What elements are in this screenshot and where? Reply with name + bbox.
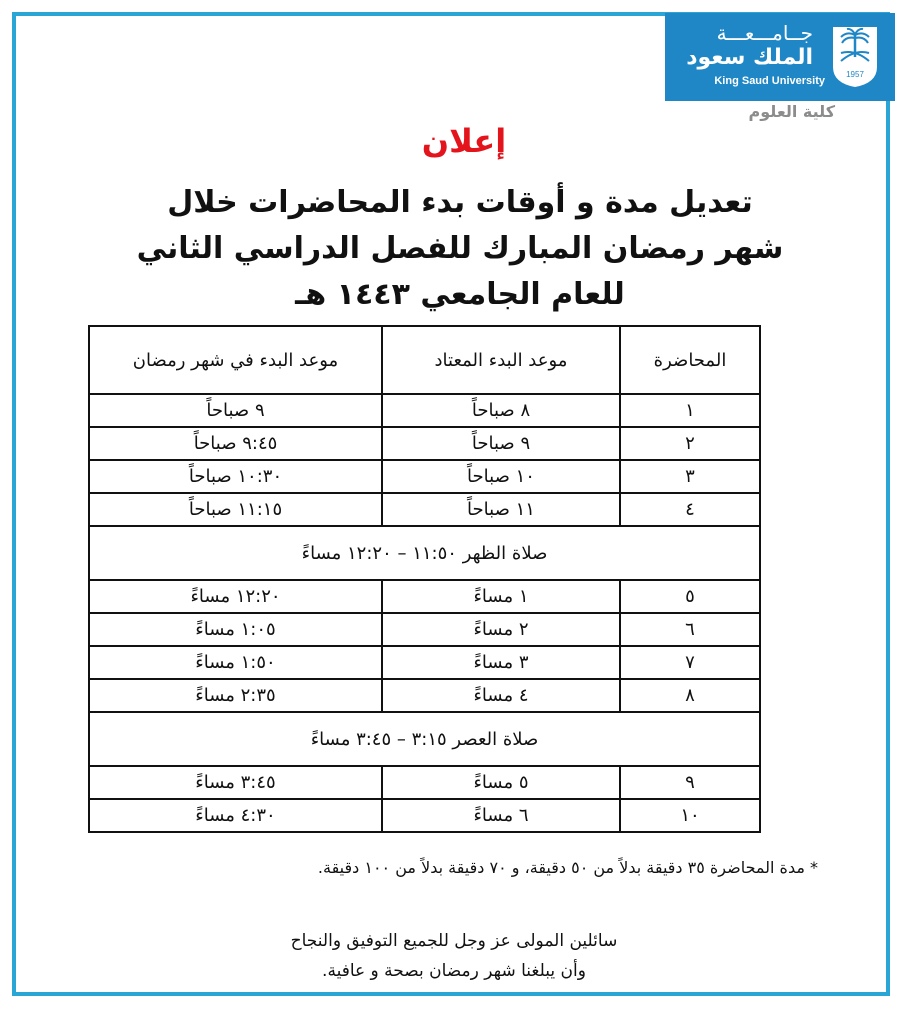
usual-time: ٩ صباحاً	[382, 427, 620, 460]
lecture-number: ٦	[620, 613, 760, 646]
table-row	[89, 427, 760, 460]
usual-time: ٣ مساءً	[382, 646, 620, 679]
usual-time: ٥ مساءً	[382, 766, 620, 799]
table-row	[89, 460, 760, 493]
usual-time: ٤ مساءً	[382, 679, 620, 712]
header-lecture: المحاضرة	[620, 326, 760, 394]
table-row	[89, 493, 760, 526]
logo-english: King Saud University	[714, 75, 825, 87]
ramadan-time: ١٢:٢٠ مساءً	[89, 580, 382, 613]
lecture-number: ٩	[620, 766, 760, 799]
usual-time: ١٠ صباحاً	[382, 460, 620, 493]
table-row	[89, 646, 760, 679]
ramadan-time: ٩ صباحاً	[89, 394, 382, 427]
closing-line-2: وأن يبلغنا شهر رمضان بصحة و عافية.	[322, 961, 586, 981]
closing-line-1: سائلين المولى عز وجل للجميع التوفيق والنجاح	[290, 931, 618, 951]
announcement-heading: إعلان	[421, 122, 507, 160]
asr-break-text: صلاة العصر ٣:١٥ – ٣:٤٥ مساءً	[89, 712, 760, 766]
ramadan-time: ٤:٣٠ مساءً	[89, 799, 382, 832]
table-row	[89, 613, 760, 646]
dhuhr-break-row	[89, 526, 760, 580]
dhuhr-break-text: صلاة الظهر ١١:٥٠ – ١٢:٢٠ مساءً	[89, 526, 760, 580]
table-row	[89, 766, 760, 799]
lecture-number: ٤	[620, 493, 760, 526]
usual-time: ١١ صباحاً	[382, 493, 620, 526]
ramadan-time: ٩:٤٥ صباحاً	[89, 427, 382, 460]
schedule-table	[88, 325, 761, 833]
ramadan-time: ١:٥٠ مساءً	[89, 646, 382, 679]
duration-note: * مدة المحاضرة ٣٥ دقيقة بدلاً من ٥٠ دقيقة، و ٧٠ دقيقة بدلاً من ١٠٠ دقيقة.	[317, 858, 818, 877]
lecture-number: ٢	[620, 427, 760, 460]
ramadan-time: ٣:٤٥ مساءً	[89, 766, 382, 799]
title-line-3: للعام الجامعي ١٤٤٣ هـ	[295, 277, 625, 312]
title-line-2: شهر رمضان المبارك للفصل الدراسي الثاني	[136, 231, 784, 266]
table-row	[89, 580, 760, 613]
palm-swords-emblem-icon	[829, 23, 881, 89]
table-row	[89, 799, 760, 832]
ramadan-time: ١٠:٣٠ صباحاً	[89, 460, 382, 493]
emblem-year: 1957	[846, 70, 864, 79]
usual-time: ٨ صباحاً	[382, 394, 620, 427]
asr-break-row	[89, 712, 760, 766]
table-row	[89, 394, 760, 427]
lecture-number: ٨	[620, 679, 760, 712]
usual-time: ١ مساءً	[382, 580, 620, 613]
lecture-number: ٥	[620, 580, 760, 613]
table-row	[89, 679, 760, 712]
lecture-number: ٣	[620, 460, 760, 493]
logo-arabic-top: جــامـــعـــة	[716, 21, 813, 45]
college-name: كلية العلوم	[748, 102, 835, 121]
table-header-row	[89, 326, 760, 394]
logo-arabic-main: الملك سعود	[686, 45, 813, 70]
lecture-number: ٧	[620, 646, 760, 679]
usual-time: ٢ مساءً	[382, 613, 620, 646]
usual-time: ٦ مساءً	[382, 799, 620, 832]
title-line-1: تعديل مدة و أوقات بدء المحاضرات خلال	[167, 185, 753, 220]
university-logo	[665, 13, 895, 101]
ramadan-time: ١:٠٥ مساءً	[89, 613, 382, 646]
ramadan-time: ٢:٣٥ مساءً	[89, 679, 382, 712]
lecture-number: ١	[620, 394, 760, 427]
ramadan-time: ١١:١٥ صباحاً	[89, 493, 382, 526]
lecture-number: ١٠	[620, 799, 760, 832]
header-ramadan-start: موعد البدء في شهر رمضان	[89, 326, 382, 394]
header-usual-start: موعد البدء المعتاد	[382, 326, 620, 394]
